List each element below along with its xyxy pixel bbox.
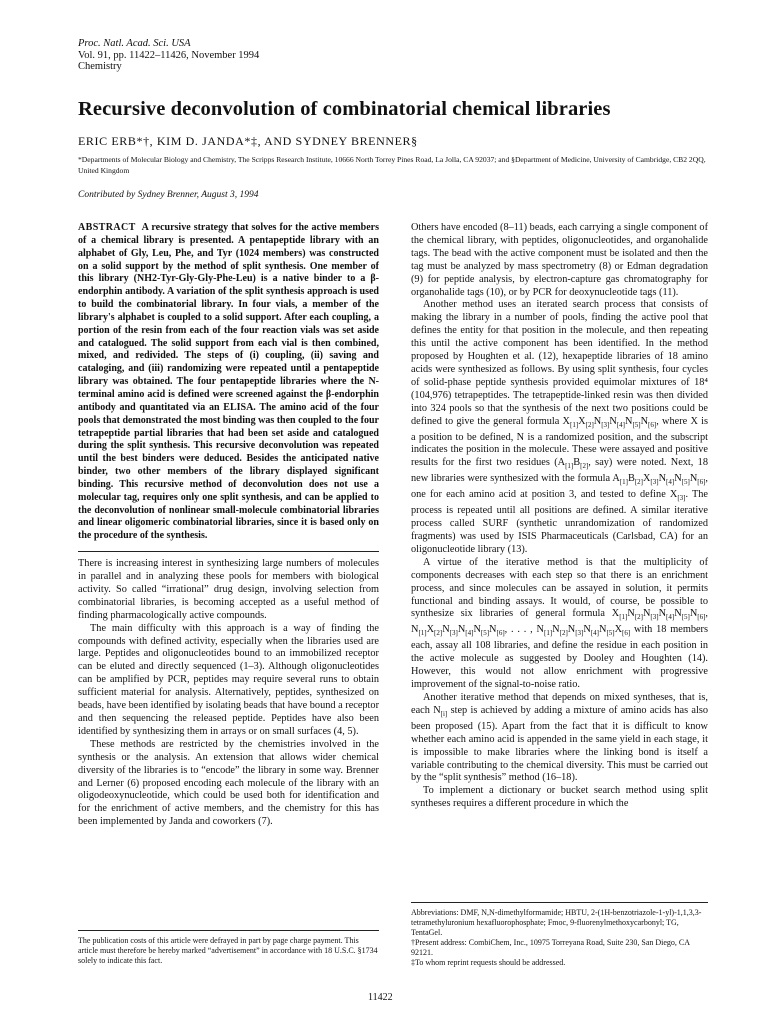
body-paragraph: To implement a dictionary or bucket search method using split syntheses requires a different procedure in which the — [411, 785, 708, 810]
footnote-divider — [411, 902, 708, 903]
body-paragraph: Another iterative method that depends on mixed syntheses, that is, each $N_{[i]}$ step is achieved by adding a mixture of amino acids has also been proposed (15). Apart from the fact that it is difficult to know whether each amino acid is appended in the same yield in each stage, it is impossible to make libraries where the linking bond is itself a variable contributing to the chemical diversity. This must be carried out by the “split synthesis” method (16–18). — [411, 692, 709, 784]
left-column — [78, 222, 379, 829]
journal-name: Proc. Natl. Acad. Sci. USA — [78, 38, 191, 49]
page-number: 11422 — [368, 992, 393, 1003]
abbreviations-note: Abbreviations: DMF, N,N-dimethylformamide; HBTU, 2-(1H-benzotriazole-1-yl)-1,1,3,3-tetramethyluronium hexafluorophosphate; Fmoc, 9-fluorenylmethoxycarbonyl; TG, TentaGel. — [411, 908, 702, 937]
footnote-divider — [78, 930, 379, 931]
body-paragraph: A virtue of the iterative method is that the multiplicity of components decreases with each step so that there is an enrichment process, and since molecules can be assayed in solution, it permits functional and binding assays. It would, of course, be possible to synthesize six libraries of general formula $X_{[1]}N_{[2]}N_{[3]}N_{[4]}N_{[5]}N_{[6]}$, $N_{[1]}X_{[2]}N_{[3]}N_{[4]}N_{[5]}N_{[6]}$, . . . , $N_{[1]}N_{[2]}N_{[3]}N_{[4]}N_{[5]}X_{[6]}$ with 18 members each, assay all 108 libraries, and define the residue in each position in the active molecule as suggested by Dooley and Houghten (14). However, this would not allow enrichment with progressive improvement of the signal-to-noise ratio. — [411, 556, 708, 691]
footnotes — [411, 908, 708, 968]
abstract-text: A recursive strategy that solves for the active members of a chemical library is presented. A pentapeptide library with an alphabet of Gly, Leu, Phe, and Tyr (1024 members) was constructed on a solid support by the method of split synthesis. One member of this library (NH2-Tyr-Gly-Gly-Phe-Leu) is a native binder to a β-endorphin antibody. A variation of the split synthesis approach is used to build the combinatorial library. In four vials, a member of the library's alphabet is coupled to a solid support. After each coupling, a portion of the resin from each of the four reaction vials was set aside and catalogued. The solid support from each vial is then combined, mixed, and redivided. The steps of (i) coupling, (ii) saving and cataloging, and (iii) randomizing were repeated until a pentapeptide library was obtained. The four pentapeptide libraries where the N-terminal amino acid is defined were screened against the β-endorphin antibody and quantitated via an ELISA. The amino acid of the four pools that demonstrated the most binding was then coupled to the four tetrapeptide partial libraries that had been set aside and catalogued during the split synthesis. This recursive deconvolution was repeated until the best binders were deduced. Besides the anticipated native binder, two other members of the library displayed significant binding. This recursive method of deconvolution does not use a molecular tag, requires only one split synthesis, and can be applied to the deconvolution of nonlinear small-molecule combinatorial libraries and linear oligomeric combinatorial libraries, since it is based only on the procedure of the synthesis. — [78, 222, 379, 542]
abstract-heading: ABSTRACT — [78, 222, 136, 233]
affiliations: *Departments of Molecular Biology and Chemistry, The Scripps Research Institute, 10666 North Torrey Pines Road, La Jolla, CA 92037; and §Department of Medicine, University of Cambridge, CB2 2QQ, United Kingdom — [78, 155, 706, 175]
journal-volume: Vol. 91, pp. 11422–11426, November 1994 — [78, 49, 260, 61]
article-title: Recursive deconvolution of combinatorial chemical libraries — [78, 98, 611, 120]
body-paragraph: Others have encoded (8–11) beads, each carrying a single component of the chemical library, with peptides, oligonucleotides, and organohalide tags. The bead with the active component must be isolated and then the tag must be analyzed by mass spectrometry (8) or Edman degradation (9) for peptide analysis, by electron-capture gas chromatography for organohalide tags (10), or by PCR for deoxynucleotide tags (11). — [411, 222, 708, 298]
body-paragraph: These methods are restricted by the chemistries involved in the synthesis or the analysis. An extension that allows wider chemical diversity of the libraries is to “encode” the library in some way. Brenner and Lerner (6) proposed encoding each molecule of the library with an oligodeoxynucleotide, which could be used both for identification and for the enrichment of active members, and the chemistry for this has been implemented by Janda and coworkers (7). — [78, 738, 379, 828]
body-paragraph: The main difficulty with this approach is a way of finding the compounds with defined activity, especially when the libraries used are large. Peptides and oligonucleotides bound to an immobilized receptor can be eluted and directly sequenced (1–3). Although oligonucleotides can be amplified by PCR, peptides may require several runs to obtain sufficient material for analysis. Alternatively, peptides, synthesized on beads, have been identified by isolating beads that have bound a receptor and then sequencing the released peptide. Peptides have also been identified by synthesizing them in arrays or on small surfaces (4, 5). — [78, 622, 379, 737]
journal-header — [78, 38, 259, 73]
body-paragraph: Another method uses an iterated search process that consists of making the library in a number of pools, finding the active pool that defines the entity for that position in the molecule, and then repeating this until the active component has been identified. In the method proposed by Houghten et al. (12), hexapeptide libraries of 18 amino acids were synthesized as follows. By using split synthesis, four cycles of solid-phase peptide synthesis provided equimolar mixtures of 18⁴ (104,976) tetrapeptides. The tetrapeptide-linked resin was then divided into 324 pools so that the synthesis of the next two positions could be defined to give the general formula $X_{[1]}X_{[2]}N_{[3]}N_{[4]}N_{[5]}N_{[6]}$, where X is a position to be defined, N is a randomized position, and the subscript indicates the position in the molecule. These were assayed and positive results for the first two residues ($A_{[1]}B_{[2]}$, say) were noted. Next, 18 new libraries were synthesized with the formula $A_{[1]}B_{[2]}X_{[3]}N_{[4]}N_{[5]}N_{[6]}$, one for each amino acid at position 3, and tested to define $X_{[3]}$. The process is repeated until all positions are defined. A similar iterative process called SURF (synthetic unrandomization of randomized fragments) was used by ISIS Pharmaceuticals (Carlsbad, CA) for an oligonucleotide library (13). — [411, 299, 708, 555]
right-column — [411, 222, 708, 811]
reprint-note: ‡To whom reprint requests should be addressed. — [411, 958, 566, 967]
publication-cost-note: The publication costs of this article were defrayed in part by page charge payment. This article must therefore be hereby marked “advertisement” in accordance with 18 U.S.C. §1734 solely to indicate this fact. — [78, 936, 378, 965]
body-paragraph: There is increasing interest in synthesizing large numbers of molecules in parallel and in analyzing these pools for members with biological activity. So called “irrational” drug design, involving selection from combinatorial libraries, is becoming accepted as a useful method of finding pharmacologically active compounds. — [78, 558, 379, 621]
contributed-line: Contributed by Sydney Brenner, August 3, 1994 — [78, 190, 259, 200]
abstract-divider — [78, 551, 379, 552]
author-list: ERIC ERB*†, KIM D. JANDA*‡, AND SYDNEY BRENNER§ — [78, 134, 418, 148]
journal-section: Chemistry — [78, 61, 122, 72]
present-address-note: †Present address: CombiChem, Inc., 10975 Torreyana Road, Suite 230, San Diego, CA 92121. — [411, 938, 690, 957]
abstract — [78, 222, 379, 543]
